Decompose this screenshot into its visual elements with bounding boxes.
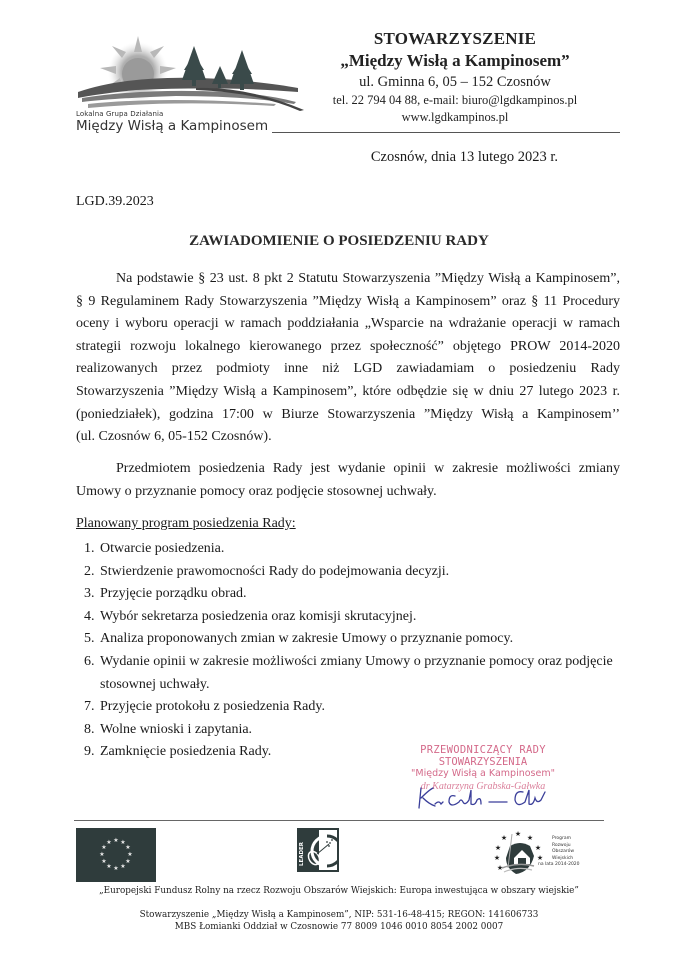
agenda-number: 9. [84,744,95,760]
agenda-text: Przyjęcie protokołu z posiedzenia Rady. [100,699,325,715]
handwritten-signature-icon [415,782,565,812]
agenda-text: Wybór sekretarza posiedzenia oraz komisji skrutacyjnej. [100,608,417,624]
svg-text:★: ★ [494,844,502,852]
svg-text:★: ★ [106,863,112,870]
agenda-item-continuation [84,674,624,697]
paragraph-line: oceny i wyboru operacji w ramach poddziałania „Wsparcie na wdrażanie operacji w ramach [76,316,620,332]
agenda-item [84,561,624,584]
stamp-line: PRZEWODNICZĄCY RADY [420,744,546,756]
agenda-item [84,719,624,742]
agenda-text: Wolne wnioski i zapytania. [100,721,253,737]
svg-text:★: ★ [101,844,107,851]
agenda-text: Stwierdzenie prawomocności Rady do podejmowania decyzji. [100,563,450,579]
agenda-text: Otwarcie posiedzenia. [100,541,225,556]
eafrd-slogan: „Europejski Fundusz Rolny na rzecz Rozwoju Obszarów Wiejskich: Europa inwestująca w obszary wiejskie” [99,886,579,896]
paragraph-line: Stowarzyszenia ”Między Wisłą a Kampinosem”, które odbędzie się w dniu 27 lutego 2023 r. [76,383,620,399]
lgd-logo [76,28,306,138]
svg-text:★: ★ [125,844,131,851]
footer-bank-account: MBS Łomianki Oddział w Czosnowie 77 8009 1046 0010 8054 2002 0007 [174,922,504,932]
svg-text:★: ★ [534,844,542,852]
agenda-number: 4. [84,608,95,624]
svg-text:★: ★ [493,854,501,862]
agenda-number: 2. [84,563,95,579]
footer-divider [74,820,604,821]
document-date: Czosnów, dnia 13 lutego 2023 r. [370,149,558,165]
agenda-item [84,651,624,674]
paragraph-subject [76,458,620,503]
prow-logo-icon [490,828,550,882]
program-heading: Planowany program posiedzenia Rady: [76,516,296,531]
svg-text:★: ★ [113,865,119,872]
svg-text:★: ★ [514,830,522,838]
org-name: STOWARZYSZENIE [373,29,537,48]
agenda-number: 6. [84,653,95,669]
paragraph-line: Przedmiotem posiedzenia Rady jest wydanie opinii w zakresie możliwości zmiany [116,461,620,476]
agenda-number: 7. [84,699,95,715]
svg-text:★: ★ [106,839,112,846]
paragraph-line: (ul. Czosnów 6, 05-152 Czosnów). [76,429,272,445]
svg-text:★: ★ [496,864,504,872]
prow-logo [490,828,600,882]
paragraph-line: (poniedziałek), godzina 17:00 w Biurze Stowarzyszenia ”Między Wisłą a Kampinosem’’ [76,406,620,422]
svg-text:★: ★ [536,854,544,862]
eu-flag-icon [76,828,156,882]
svg-text:★: ★ [526,834,534,842]
organization-header [290,28,620,126]
paragraph-line: Na podstawie § 23 ust. 8 pkt 2 Statutu Stowarzyszenia ”Między Wisłą a Kampinosem”, [116,271,620,286]
prow-label: Program Rozwoju Obszarów Wiejskich na lata 2014-2020 [538,836,580,867]
svg-text:★: ★ [125,858,131,865]
svg-text:★: ★ [99,851,105,858]
leader-logo [297,828,339,872]
agenda-text: Wydanie opinii w zakresie możliwości zmiany Umowy o przyznanie pomocy oraz podjęcie [100,653,613,669]
agenda-item [84,538,624,561]
org-website: www.lgdkampinos.pl [401,110,509,124]
paragraph-line: realizowanych przez podmioty inne niż LGD zawiadamiam o posiedzeniu Rady [76,361,620,377]
logo-subtitle: Lokalna Grupa Działania [76,110,164,118]
logo-title: Między Wisłą a Kampinosem [76,118,269,134]
footer-org-registration: Stowarzyszenie „Między Wisłą a Kampinosem”, NIP: 531-16-48-415; REGON: 141606733 [139,910,539,920]
agenda-number: 8. [84,721,95,737]
document-reference: LGD.39.2023 [76,194,154,209]
paragraph-line: strategii rozwoju lokalnego kierowanego przez społeczność” objętego PROW 2014-2020 [76,338,620,354]
svg-text:★: ★ [120,863,126,870]
leader-logo-icon [297,828,339,872]
paragraph-line: § 9 Regulaminem Rady Stowarzyszenia ”Między Wisłą a Kampinosem” oraz § 11 Procedury [76,293,620,309]
document-title: ZAWIADOMIENIE O POSIEDZENIU RADY [189,233,489,249]
svg-text:★: ★ [127,851,133,858]
stamp-line: STOWARZYSZENIA [438,756,528,768]
org-quote-name: „Między Wisłą a Kampinosem” [340,51,570,70]
agenda-item [84,606,624,629]
stamp-line: "Między Wisłą a Kampinosem" [411,768,555,779]
agenda-text: Przyjęcie porządku obrad. [100,586,247,602]
agenda-text: Analiza proponowanych zmian w zakresie Umowy o przyznanie pomocy. [100,631,514,647]
sun-trees-landscape-icon [76,28,306,112]
agenda-item [84,628,624,651]
header-divider [272,132,620,133]
agenda-item [84,583,624,606]
org-address: ul. Gminna 6, 05 – 152 Czosnów [359,74,551,90]
agenda-text: stosownej uchwały. [100,676,210,692]
svg-text:★: ★ [120,839,126,846]
agenda-number: 3. [84,586,95,602]
org-contact: tel. 22 794 04 88, e-mail: biuro@lgdkampinos.pl [332,93,578,107]
agenda-text: Zamknięcie posiedzenia Rady. [100,744,272,760]
svg-text:★: ★ [101,858,107,865]
agenda-number: 1. [84,541,95,556]
paragraph-line: Umowy o przyznanie pomocy oraz podjęcie stosownej uchwały. [76,483,437,499]
stamp-line: dr Katarzyna Grabska-Gałwka [420,781,546,792]
paragraph-notice [76,268,620,449]
agenda-list [84,538,624,764]
svg-text:★: ★ [113,837,119,844]
leader-label: LEADER [299,841,305,867]
agenda-item [84,696,624,719]
agenda-number: 5. [84,631,95,647]
svg-text:★: ★ [500,834,508,842]
